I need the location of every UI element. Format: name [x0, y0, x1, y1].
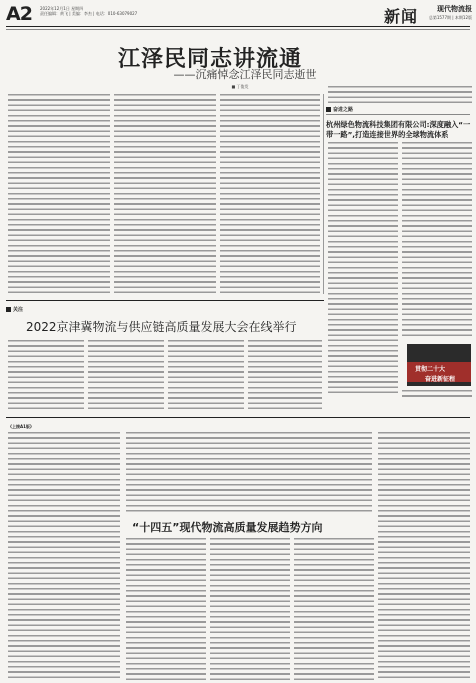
issue-meta — [40, 6, 137, 16]
sidebar-tag-label: 奋进之路 — [333, 107, 354, 113]
bottom-top-text — [126, 432, 372, 512]
editor-line: 责任编辑：黄飞 | 美编：李杰 | 电话：010-63079027 — [40, 11, 138, 16]
sidebar-tag — [326, 106, 353, 113]
page-number: A2 — [6, 3, 32, 25]
middle-column-1 — [8, 340, 84, 410]
lead-byline: ■ 丁俊发 — [231, 84, 249, 89]
sidebar-column-1 — [328, 142, 398, 397]
middle-tag-label: 关注 — [13, 307, 24, 313]
middle-column-3 — [168, 340, 244, 410]
promo-banner — [407, 344, 471, 386]
section-title: 新闻 — [383, 7, 418, 26]
bottom-rule — [6, 417, 470, 418]
sidebar-column-2 — [402, 142, 472, 338]
lead-column-3 — [220, 94, 320, 294]
middle-column-2 — [88, 340, 164, 410]
lead-subtitle: ——沉痛悼念江泽民同志逝世 — [173, 68, 317, 81]
middle-column-4 — [248, 340, 322, 410]
bottom-headline: “十四五”现代物流高质量发展趋势方向 — [132, 521, 323, 534]
lead-headline: 江泽民同志讲流通 — [117, 47, 302, 72]
promo-line-1: 贯彻二十大 — [415, 366, 446, 373]
sidebar-headline: 杭州绿色物流科技集团有限公司:深度融入“一带一路”,打造连接世界的全球物流体系 — [326, 120, 471, 139]
continued-label: 《上接A1版》 — [8, 424, 34, 429]
issue-date: 2022年12月1日 星期四 — [40, 6, 84, 11]
newspaper-name: 现代物流报 — [437, 4, 472, 13]
masthead-rule — [6, 26, 470, 27]
middle-headline: 2022京津冀物流与供应链高质量发展大会在线举行 — [26, 320, 297, 334]
paper-meta: 总第1577期 | 本期12版 — [428, 15, 472, 20]
sidebar-top-text — [328, 86, 472, 104]
column-divider — [323, 94, 324, 294]
tag-marker-icon — [6, 307, 11, 312]
promo-line-2: 奋进新征程 — [425, 376, 456, 383]
lead-column-1 — [8, 94, 110, 294]
tag-marker-icon — [326, 107, 331, 112]
lead-column-2 — [114, 94, 216, 294]
bottom-column-4 — [294, 538, 374, 680]
bottom-column-2 — [126, 538, 206, 680]
bottom-column-3 — [210, 538, 290, 680]
bottom-column-1 — [8, 432, 120, 680]
promo-caption — [402, 390, 472, 400]
bottom-column-5 — [378, 432, 470, 680]
masthead-thin-rule — [6, 29, 470, 30]
middle-rule — [6, 300, 324, 301]
sidebar-rule — [326, 114, 470, 115]
middle-tag — [6, 306, 23, 313]
